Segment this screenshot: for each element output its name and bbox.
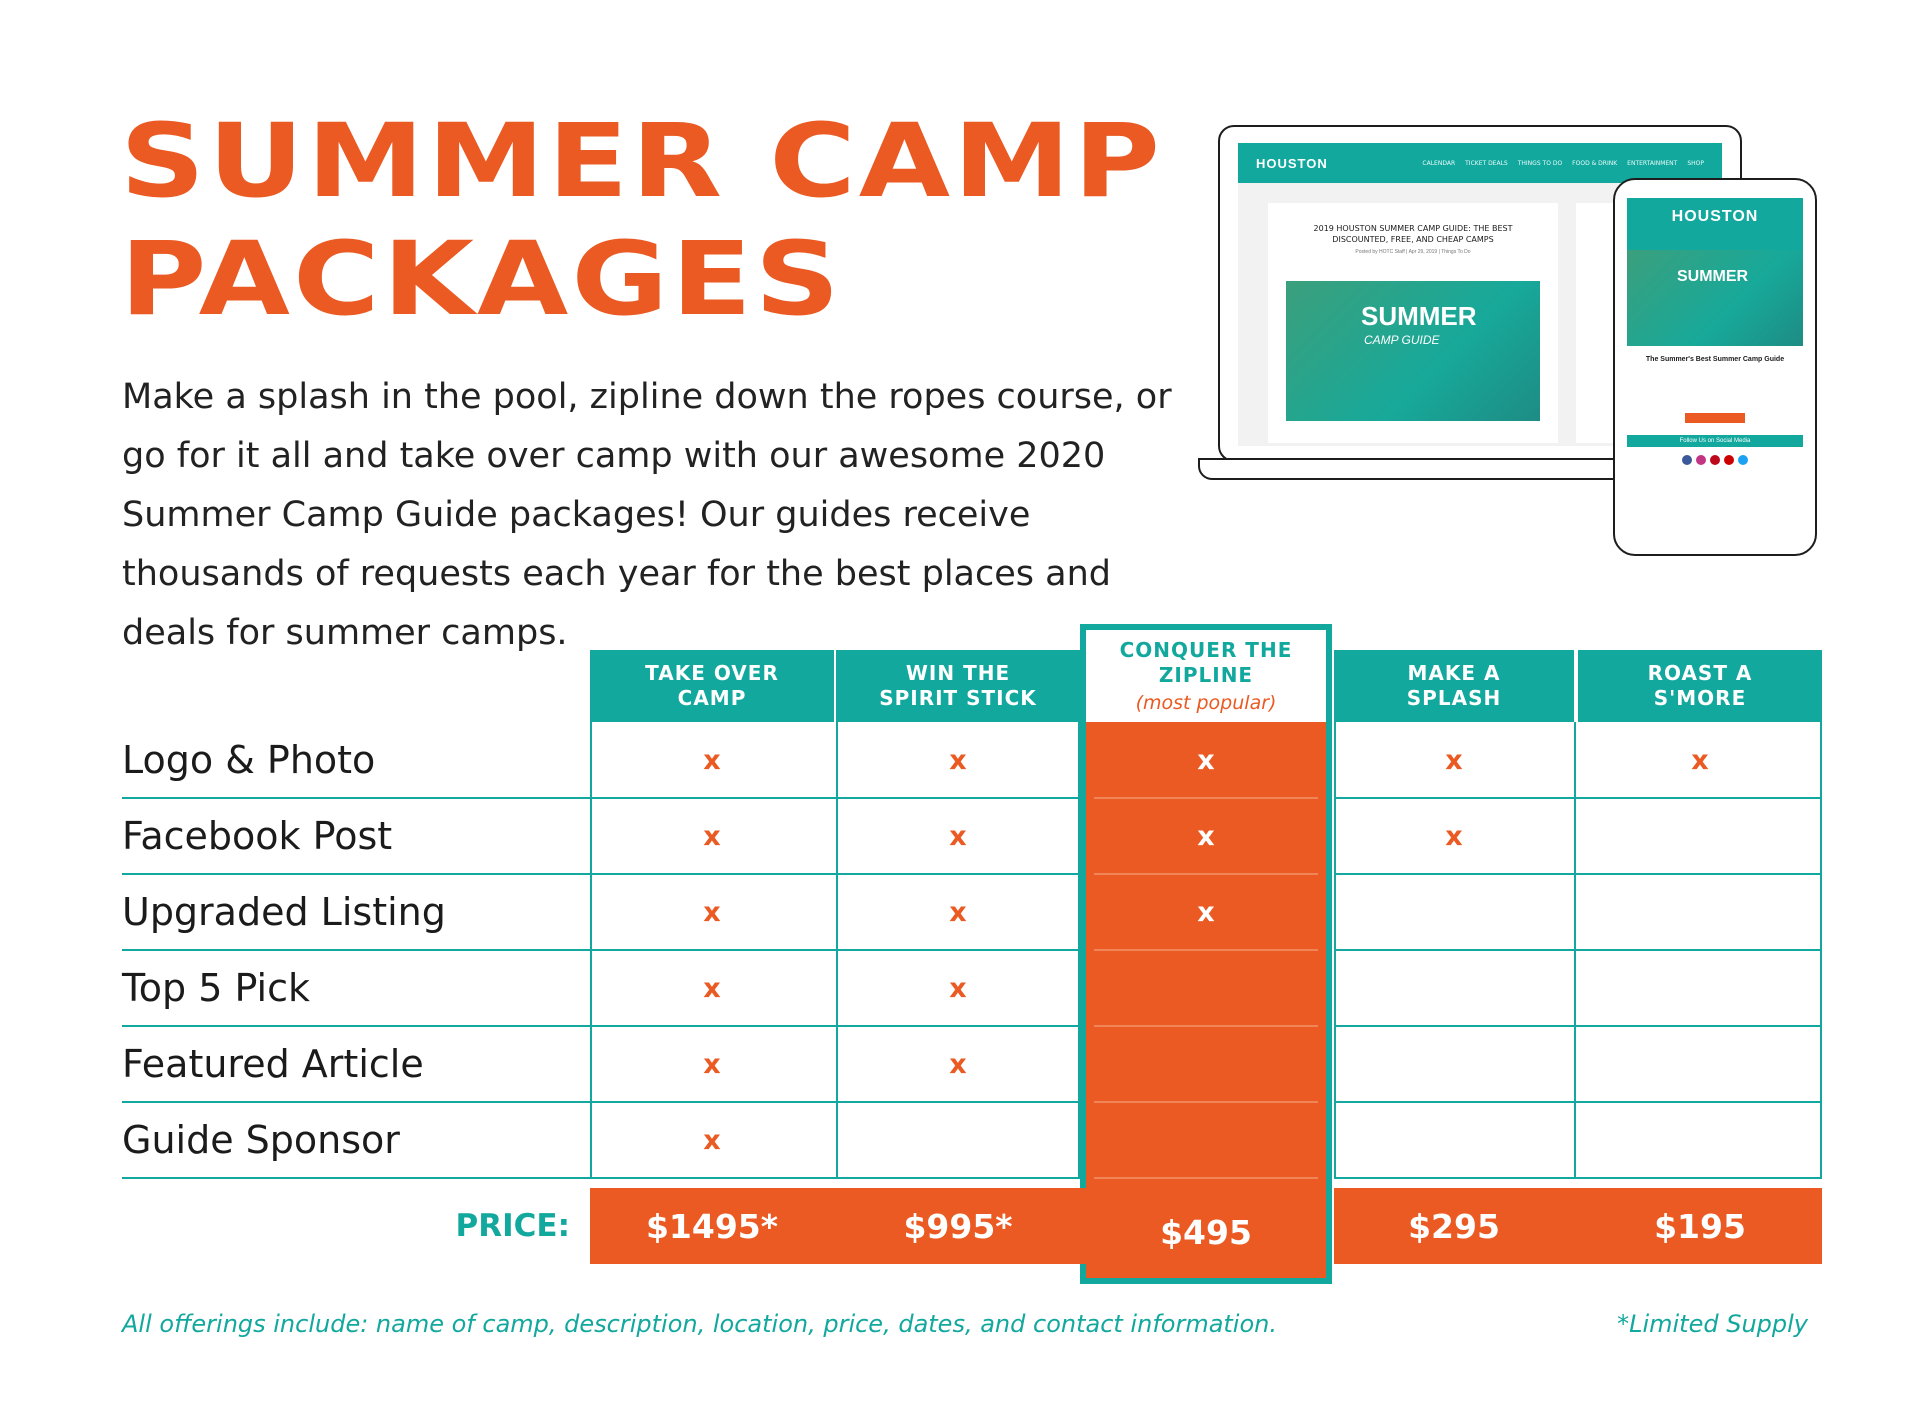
- page-title: [120, 101, 1164, 346]
- column-header: [590, 650, 834, 722]
- nav-item: TICKET DEALS: [1465, 159, 1508, 167]
- row-divider: [1334, 949, 1822, 951]
- phone-hero-title: SUMMER: [1677, 268, 1749, 285]
- phone-button: [1685, 413, 1745, 423]
- article-meta: Posted by HOTC Staff | Apr 29, 2019 | Things To Do: [1355, 249, 1471, 255]
- row-divider: [1334, 797, 1822, 799]
- price-value: $1495*: [645, 1206, 779, 1246]
- offerings-note: All offerings include: name of camp, description, location, price, dates, and contact information.: [122, 1310, 1277, 1338]
- youtube-icon: [1724, 455, 1734, 465]
- row-divider: [1094, 1101, 1318, 1103]
- check-mark: x: [703, 1124, 721, 1156]
- row-label: Upgraded Listing: [122, 890, 446, 934]
- hero-title: SUMMER: [1361, 301, 1477, 331]
- hero-subtitle: CAMP GUIDE: [1364, 333, 1440, 347]
- row-label: Logo & Photo: [122, 738, 376, 782]
- check-mark: x: [949, 744, 967, 776]
- instagram-icon: [1696, 455, 1706, 465]
- phone-hero-image: [1627, 250, 1803, 346]
- price-value: $495: [1160, 1212, 1252, 1252]
- column-label: MAKE A SPLASH: [1406, 661, 1502, 710]
- article-hero-image: [1286, 281, 1540, 421]
- price-value: $195: [1654, 1206, 1746, 1246]
- column-divider: [1574, 722, 1576, 1178]
- row-divider: [1094, 1177, 1318, 1179]
- column-divider: [1078, 722, 1080, 1178]
- check-mark: x: [949, 1048, 967, 1080]
- row-label: Top 5 Pick: [122, 966, 310, 1010]
- check-mark: x: [1691, 744, 1709, 776]
- column-divider: [1820, 722, 1822, 1178]
- check-mark: x: [703, 972, 721, 1004]
- check-mark: x: [703, 896, 721, 928]
- phone-logo: HOUSTON: [1627, 198, 1803, 250]
- check-mark: x: [1445, 820, 1463, 852]
- column-divider: [590, 722, 592, 1178]
- column-header: [836, 650, 1080, 722]
- nav-item: CALENDAR: [1422, 159, 1456, 167]
- row-divider: [1334, 873, 1822, 875]
- title-line-2: PACKAGES: [120, 219, 843, 339]
- column-label: ROAST A S'MORE: [1647, 661, 1753, 710]
- article-title: 2019 HOUSTON SUMMER CAMP GUIDE: THE BEST DISCOUNTED, FREE, AND CHEAP CAMPS: [1313, 224, 1513, 244]
- phone-social-icons: [1627, 455, 1803, 465]
- row-divider: [122, 1177, 1086, 1179]
- check-mark: x: [949, 972, 967, 1004]
- phone-mockup: [1613, 178, 1817, 556]
- check-mark: x: [949, 896, 967, 928]
- nav-item: FOOD & DRINK: [1572, 159, 1618, 167]
- most-popular-note: (most popular): [1135, 692, 1277, 714]
- row-label: Facebook Post: [122, 814, 393, 858]
- title-line-1: SUMMER CAMP: [120, 101, 1164, 221]
- column-label: WIN THE SPIRIT STICK: [879, 661, 1037, 710]
- column-label: CONQUER THE ZIPLINE: [1119, 638, 1293, 687]
- row-divider: [1094, 949, 1318, 951]
- site-nav: [1422, 160, 1704, 167]
- price-value: $295: [1408, 1206, 1500, 1246]
- check-mark: x: [1197, 896, 1215, 928]
- check-mark: x: [703, 820, 721, 852]
- check-mark: x: [703, 744, 721, 776]
- check-mark: x: [949, 820, 967, 852]
- article-card: [1268, 203, 1558, 443]
- column-header: [1578, 650, 1822, 722]
- price-label: PRICE:: [455, 1208, 570, 1244]
- intro-text: Make a splash in the pool, zipline down the ropes course, or go for it all and take over camp with our awesome 2020 Summer Camp Guide packages! Our guides receive thousands of requests each year for the best places and deals for summer camps.: [122, 377, 1172, 653]
- site-header: [1238, 143, 1722, 183]
- row-divider: [1094, 1025, 1318, 1027]
- limited-supply-note: *Limited Supply: [1617, 1310, 1808, 1338]
- facebook-icon: [1682, 455, 1692, 465]
- check-mark: x: [1445, 744, 1463, 776]
- row-divider: [1334, 1025, 1822, 1027]
- phone-screen: [1627, 198, 1803, 536]
- nav-item: SHOP: [1687, 159, 1704, 167]
- column-header: [1334, 650, 1574, 722]
- row-divider: [1334, 1101, 1822, 1103]
- row-label: Guide Sponsor: [122, 1118, 400, 1162]
- column-divider: [1334, 722, 1336, 1178]
- phone-heading: The Summer's Best Summer Camp Guide: [1645, 356, 1785, 363]
- twitter-icon: [1738, 455, 1748, 465]
- check-mark: x: [703, 1048, 721, 1080]
- price-value: $995*: [903, 1206, 1013, 1246]
- row-divider: [1334, 1177, 1822, 1179]
- column-divider: [836, 722, 838, 1178]
- check-mark: x: [1197, 820, 1215, 852]
- nav-item: THINGS TO DO: [1517, 159, 1563, 167]
- site-logo: HOUSTON: [1256, 155, 1328, 171]
- nav-item: ENTERTAINMENT: [1627, 159, 1678, 167]
- check-mark: x: [1197, 744, 1215, 776]
- phone-follow-bar: Follow Us on Social Media: [1627, 435, 1803, 447]
- row-label: Featured Article: [122, 1042, 424, 1086]
- column-label: TAKE OVER CAMP: [645, 661, 779, 710]
- pinterest-icon: [1710, 455, 1720, 465]
